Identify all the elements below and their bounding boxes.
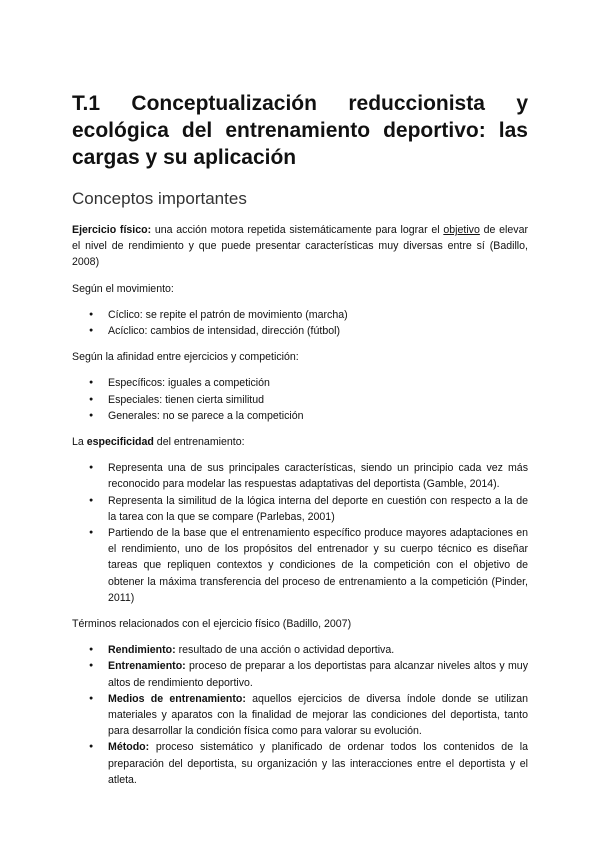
ejercicio-definition — [72, 222, 528, 271]
section-heading: Conceptos importantes — [72, 189, 247, 208]
list-item — [108, 691, 528, 740]
afinidad-list — [72, 375, 528, 424]
term-text: proceso de preparar a los deportistas para alcanzar niveles altos y muy altos de rendimiento deportivo. — [108, 660, 528, 689]
list-item: ● Cíclico: se repite el patrón de movimiento (marcha) — [108, 307, 528, 323]
especificidad-list — [72, 460, 528, 606]
document-body — [72, 222, 528, 798]
list-item: ● Específicos: iguales a competición — [108, 375, 528, 391]
ejercicio-term: Ejercicio físico: — [72, 224, 152, 236]
term-label: Medios de entrenamiento: — [108, 692, 246, 705]
list-item: ● Acíclico: cambios de intensidad, dirección (fútbol) — [108, 323, 528, 339]
list-item — [108, 739, 528, 788]
list-item — [108, 642, 528, 658]
list-item — [108, 658, 528, 690]
objetivo-word: objetivo — [443, 224, 480, 236]
list-item: ● Representa una de sus principales características, siendo un principio cada vez más reconocido para modelar las respuestas adaptativas del deportista (Gamble, 2014). — [108, 460, 528, 492]
list-item: ● Especiales: tienen cierta similitud — [108, 392, 528, 408]
movimiento-intro: Según el movimiento: — [72, 282, 174, 295]
page-title: T.1 Conceptualización reduccionista y ecológica del entrenamiento deportivo: las cargas y su aplicación — [72, 92, 528, 169]
term-label: Entrenamiento: — [108, 660, 186, 673]
especificidad-intro — [72, 434, 528, 450]
especificidad-term: especificidad — [86, 436, 154, 449]
term-text: resultado de una acción o actividad deportiva. — [175, 644, 395, 657]
especificidad-pre: La — [72, 436, 87, 449]
ejercicio-text-a: una acción motora repetida sistemáticamente para lograr el — [151, 224, 444, 236]
afinidad-intro: Según la afinidad entre ejercicios y competición: — [72, 351, 299, 364]
movimiento-list — [72, 307, 528, 339]
terminos-intro: Términos relacionados con el ejercicio físico (Badillo, 2007) — [72, 618, 352, 631]
list-item: ● Representa la similitud de la lógica interna del deporte en cuestión con respecto a la de la tarea con la que se compare (Parlebas, 2001) — [108, 493, 528, 525]
especificidad-post: del entrenamiento: — [153, 436, 245, 449]
list-item: ● Generales: no se parece a la competición — [108, 408, 528, 424]
terminos-list — [72, 642, 528, 788]
term-text: aquellos ejercicios de diversa índole donde se utilizan materiales y aparatos con la finalidad de mejorar las condiciones del deportista, tanto para desarrollar la condición física como para valorar su evolución. — [108, 692, 529, 738]
term-label: Rendimiento: — [108, 644, 176, 657]
ejercicio-text-b: de elevar el nivel de rendimiento y que puede presentar características muy diversas entre sí (Badillo, 2008) — [72, 224, 528, 269]
list-item: ● Partiendo de la base que el entrenamiento específico produce mayores adaptaciones en el rendimiento, uno de los propósitos del entrenador y su cuerpo técnico es diseñar tareas que repliquen contextos y condiciones de la competición con el objetivo de obtener la máxima transferencia del proceso de entrenamiento a la competición (Pinder, 2011) — [108, 525, 528, 606]
term-text: proceso sistemático y planificado de ordenar todos los contenidos de la preparación del deportista, su organización y las interacciones entre el deportista y el atleta. — [108, 741, 528, 786]
term-label: Método: — [108, 741, 150, 754]
